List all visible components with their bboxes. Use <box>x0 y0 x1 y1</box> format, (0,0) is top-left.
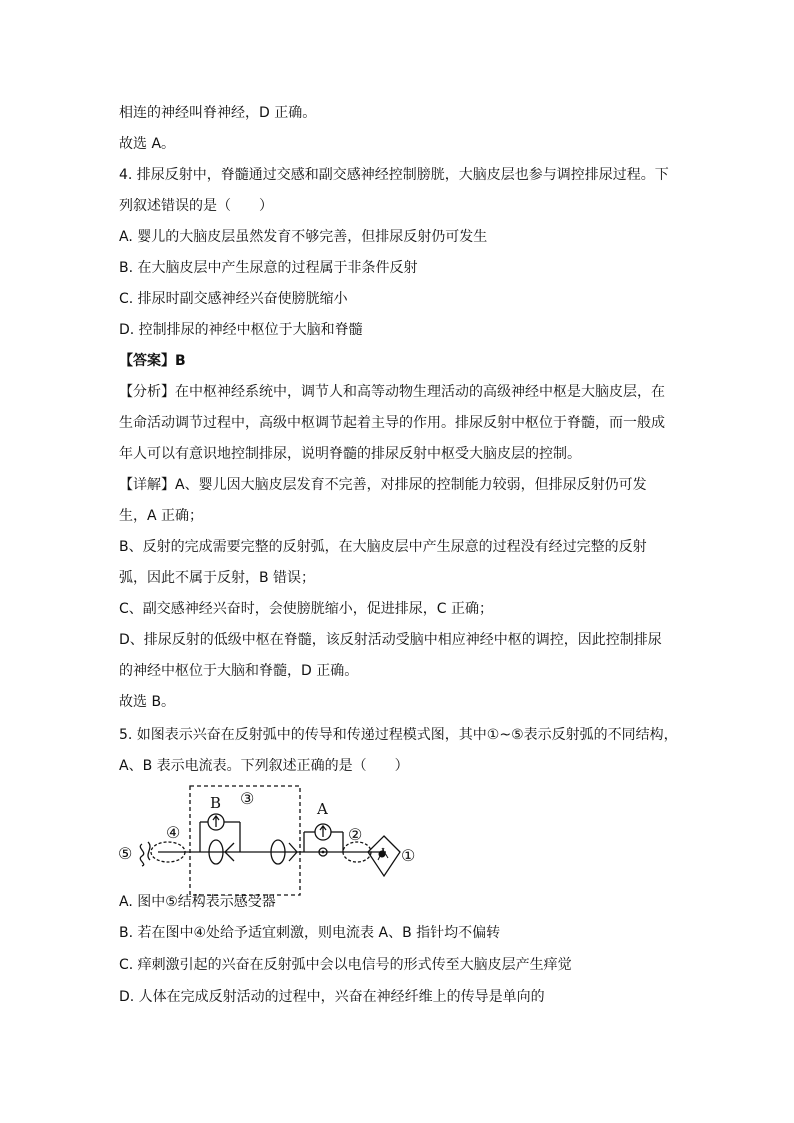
text-line-2: 故选 A。 <box>119 136 176 152</box>
question-5-stem-line-2: A、B 表示电流表。下列叙述正确的是（ ） <box>119 758 409 774</box>
analysis-line-2: 生命活动调节过程中，高级中枢调节起着主导的作用。排尿反射中枢位于脊髓，而一般成 <box>119 415 665 431</box>
detail-line-7: 的神经中枢位于大脑和脊髓，D 正确。 <box>119 663 359 679</box>
answer-line: 【答案】B <box>119 353 186 369</box>
conclusion-line: 故选 B。 <box>119 694 176 710</box>
structure-2-label: ② <box>348 825 363 844</box>
question-5-stem-line-1: 5. 如图表示兴奋在反射弧中的传导和传递过程模式图，其中①~⑤表示反射弧的不同结构， <box>119 727 678 743</box>
detail-line-3: B、反射的完成需要完整的反射弧，在大脑皮层中产生尿意的过程没有经过完整的反射 <box>119 539 647 555</box>
meter-a-label: A <box>317 800 328 818</box>
q5-option-c: C. 痒刺激引起的兴奋在反射弧中会以电信号的形式传至大脑皮层产生痒觉 <box>119 957 572 973</box>
detail-line-6: D、排尿反射的低级中枢在脊髓，该反射活动受脑中相应神经中枢的调控，因此控制排尿 <box>119 632 662 648</box>
structure-3-label: ③ <box>240 789 255 808</box>
detail-line-4: 弧，因此不属于反射，B 错误； <box>119 570 316 586</box>
structure-4-label: ④ <box>166 823 181 842</box>
q4-option-d: D. 控制排尿的神经中枢位于大脑和脊髓 <box>119 322 363 338</box>
q5-option-b: B. 若在图中④处给予适宜刺激，则电流表 A、B 指针均不偏转 <box>119 925 501 941</box>
structure-1-label: ① <box>401 846 416 865</box>
question-4-stem-line-1: 4. 排尿反射中，脊髓通过交感和副交感神经控制膀胱，大脑皮层也参与调控排尿过程。下 <box>119 167 669 183</box>
analysis-line-1: 【分析】在中枢神经系统中，调节人和高等动物生理活动的高级神经中枢是大脑皮层，在 <box>119 384 665 400</box>
reflex-arc-diagram <box>116 778 426 900</box>
q5-option-d: D. 人体在完成反射活动的过程中，兴奋在神经纤维上的传导是单向的 <box>119 989 545 1005</box>
question-4-stem-line-2: 列叙述错误的是（ ） <box>119 198 273 214</box>
analysis-line-3: 年人可以有意识地控制排尿，说明脊髓的排尿反射中枢受大脑皮层的控制。 <box>119 446 581 462</box>
text-line-1: 相连的神经叫脊神经，D 正确。 <box>119 105 317 121</box>
q4-option-a: A. 婴儿的大脑皮层虽然发育不够完善，但排尿反射仍可发生 <box>119 229 488 245</box>
q4-option-c: C. 排尿时副交感神经兴奋使膀胱缩小 <box>119 291 348 307</box>
detail-line-2: 生，A 正确； <box>119 508 204 524</box>
detail-line-1: 【详解】A、婴儿因大脑皮层发育不完善，对排尿的控制能力较弱，但排尿反射仍可发 <box>119 477 647 493</box>
detail-line-5: C、副交感神经兴奋时，会使膀胱缩小，促进排尿，C 正确； <box>119 601 493 617</box>
q4-option-b: B. 在大脑皮层中产生尿意的过程属于非条件反射 <box>119 260 418 276</box>
q5-option-a: A. 图中⑤结构表示感受器 <box>119 894 276 910</box>
meter-b-label: B <box>210 794 222 812</box>
structure-5-label: ⑤ <box>118 844 133 863</box>
